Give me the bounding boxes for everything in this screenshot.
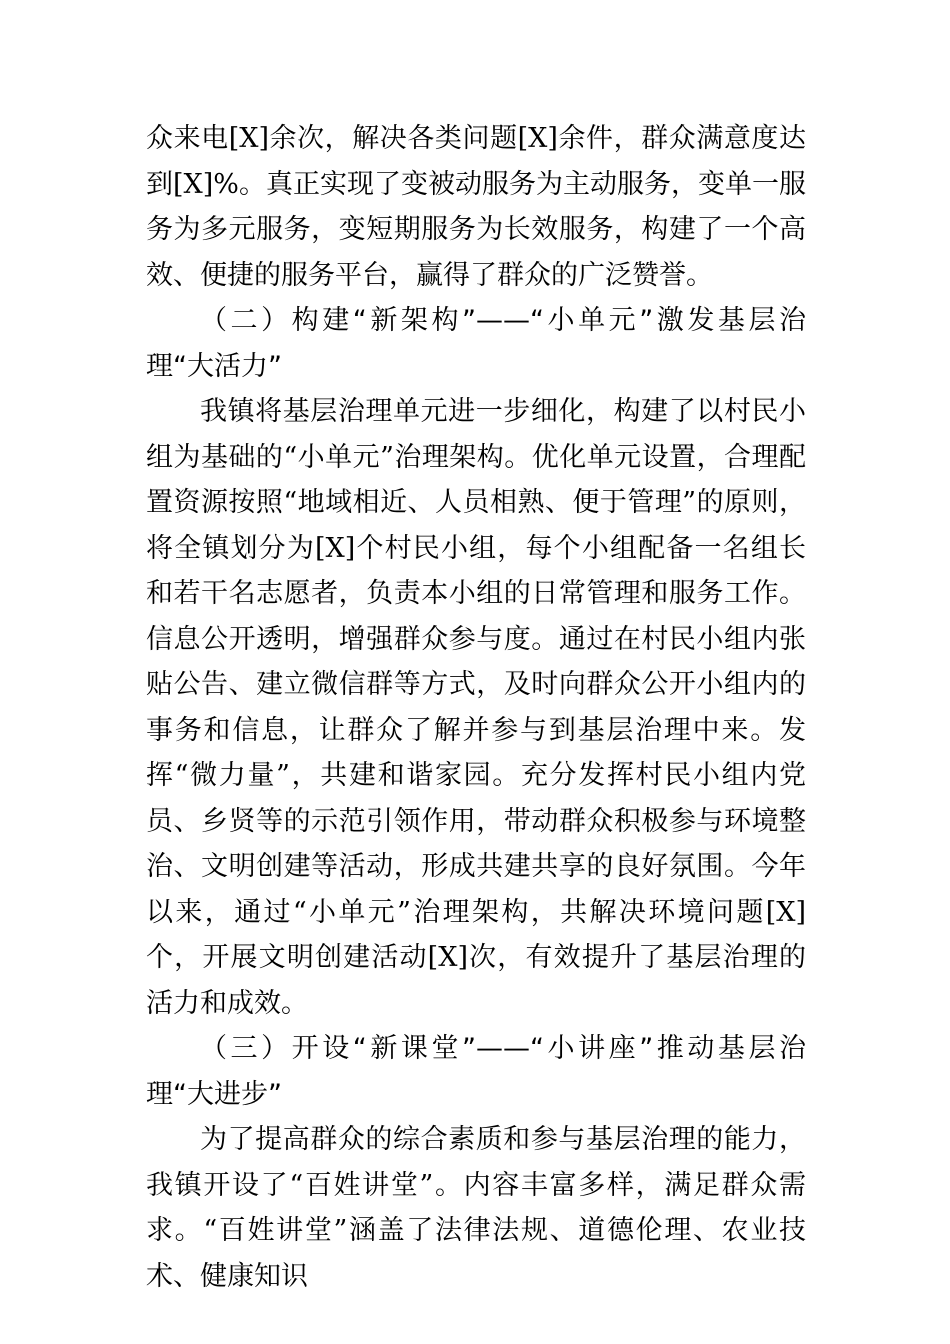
section-heading-3: （三）开设“新课堂”——“小讲座”推动基层治理“大进步” [146, 1033, 806, 1110]
body-paragraph-2: 我镇将基层治理单元进一步细化，构建了以村民小组为基础的“小单元”治理架构。优化单元设置，合理配置资源按照“地域相近、人员相熟、便于管理”的原则，将全镇划分为[X]个村民小组，每个小组配备一名组长和若干名志愿者，负责本小组的日常管理和服务工作。信息公开透明，增强群众参与度。通过在村民小组内张贴公告、建立微信群等方式，及时向群众公开小组内的事务和信息，让群众了解并参与到基层治理中来。发挥“微力量”，共建和谐家园。充分发挥村民小组内党员、乡贤等的示范引领作用，带动群众积极参与环境整治、文明创建等活动，形成共建共享的良好氛围。今年以来，通过“小单元”治理架构，共解决环境问题[X]个，开展文明创建活动[X]次，有效提升了基层治理的活力和成效。 [146, 396, 806, 1019]
section-heading-2: （二）构建“新架构”——“小单元”激发基层治理“大活力” [146, 305, 806, 382]
body-paragraph-1: 众来电[X]余次，解决各类问题[X]余件，群众满意度达到[X]%。真正实现了变被动服务为主动服务，变单一服务为多元服务，变短期服务为长效服务，构建了一个高效、便捷的服务平台，赢得了群众的广泛赞誉。 [146, 123, 806, 291]
body-paragraph-3: 为了提高群众的综合素质和参与基层治理的能力，我镇开设了“百姓讲堂”。内容丰富多样，满足群众需求。“百姓讲堂”涵盖了法律法规、道德伦理、农业技术、健康知识 [146, 1124, 806, 1292]
document-page [146, 116, 806, 1299]
